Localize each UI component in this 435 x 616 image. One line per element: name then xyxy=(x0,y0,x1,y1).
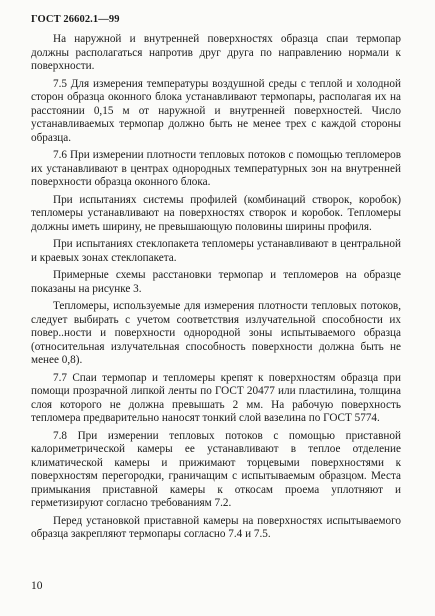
paragraph-7-5: 7.5 Для измерения температуры воздушной среды с теплой и холодной сторон образца оконного блока устанавливают термопары, располагая их на расстоянии 0,15 м от наружной и внутренней поверхностей. Число устанавливаемых термопар должно быть не менее трех с каждой стороны образца. xyxy=(31,77,401,144)
paragraph-7-6: 7.6 При измерении плотности тепловых потоков с помощью тепломеров их устанавливают в центрах однородных температурных зон на внутренней поверхности образца оконного блока. xyxy=(31,149,401,188)
body-text xyxy=(31,33,401,546)
paragraph-intro: На наружной и внутренней поверхностях образца спаи термопар должны располагаться напротив друг друга по направлению нормали к поверхности. xyxy=(31,33,401,72)
paragraph-7-7: 7.7 Спаи термопар и тепломеры крепят к поверхностям образца при помощи прозрачной липкой ленты по ГОСТ 20477 или пластилина, толщина слоя которого не должна превышать 2 мм. На рабочую поверхность тепломера предварительно наносят тонкий слой вазелина по ГОСТ 5774. xyxy=(31,371,401,424)
paragraph-7-8: 7.8 При измерении тепловых потоков с помощью приставной калориметрической камеры ее устанавливают в теплое отделение климатической камеры и прижимают торцевыми поверхностями к поверхностям перегородки, граничащим с испытываемым образцом. Места примыкания приставной камеры к откосам проема уплотняют и герметизируют согласно требованиям 7.2. xyxy=(31,429,401,509)
paragraph-heat-meters: Тепломеры, используемые для измерения плотности тепловых потоков, следует выбирать с учетом соответствия излучательной способности их повер..ности и поверхности однородной зоны испытываемого образца (относительная излучательная способность поверхности должна быть не менее 0,8). xyxy=(31,300,401,366)
document-header: ГОСТ 26602.1—99 xyxy=(31,14,120,25)
paragraph-figure-ref: Примерные схемы расстановки термопар и тепломеров на образце показаны на рисунке 3. xyxy=(31,269,401,295)
paragraph-glazing: При испытаниях стеклопакета тепломеры устанавливают в центральной и краевых зонах стеклопакета. xyxy=(31,238,401,264)
page-number: 10 xyxy=(31,580,43,592)
paragraph-closing: Перед установкой приставной камеры на поверхностях испытываемого образца закрепляют термопары согласно 7.4 и 7.5. xyxy=(31,514,401,540)
paragraph-profiles: При испытаниях системы профилей (комбинаций створок, коробок) тепломеры устанавливают на поверхностях створок и коробок. Тепломеры должны иметь ширину, не превышающую половины ширины профиля. xyxy=(31,193,401,233)
